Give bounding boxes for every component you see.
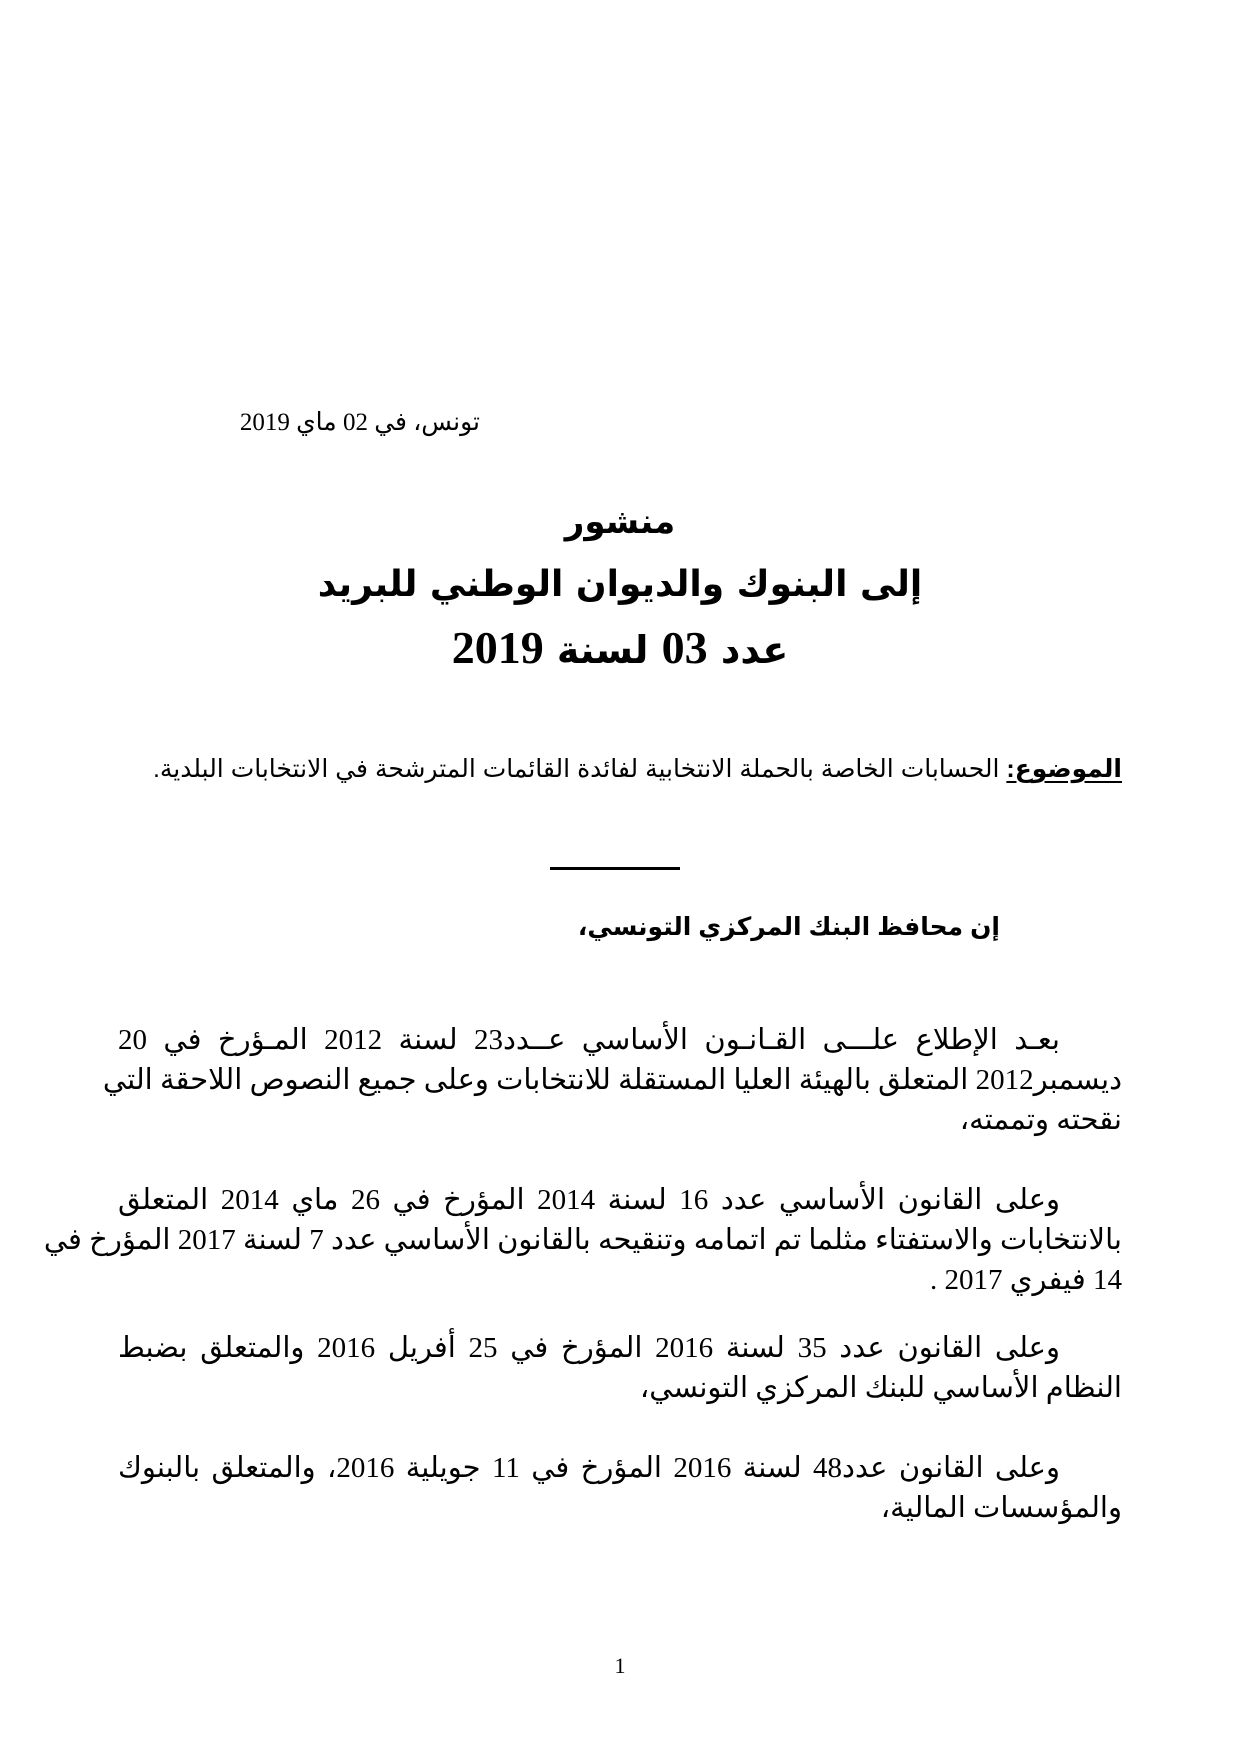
paragraph-line: ديسمبر2012 المتعلق بالهيئة العليا المستقلة للانتخابات وعلى جميع النصوص اللاحقة التي xyxy=(102,1064,1122,1096)
title-number-prefix: عدد xyxy=(720,628,789,672)
paragraph-law-2016-48 xyxy=(118,1448,1122,1528)
title-year-value: 2019 xyxy=(451,622,544,673)
paragraph-line: نقحته وتممته، xyxy=(959,1104,1122,1136)
date-line: تونس، في 02 ماي 2019 xyxy=(239,409,480,436)
paragraph-line: وعلى القانون عدد48 لسنة 2016 المؤرخ في 11 جويلية 2016، والمتعلق بالبنوك xyxy=(118,1452,1060,1484)
title-number-value: 03 xyxy=(661,622,708,673)
title-year-prefix: لسنة xyxy=(556,628,649,672)
page-number: 1 xyxy=(614,1653,626,1678)
paragraph-law-2016-35 xyxy=(118,1328,1122,1408)
paragraph-line: النظام الأساسي للبنك المركزي التونسي، xyxy=(639,1372,1122,1404)
paragraph-line: وعلى القانون عدد 35 لسنة 2016 المؤرخ في 25 أفريل 2016 والمتعلق بضبط xyxy=(118,1332,1060,1364)
separator-rule xyxy=(550,867,680,870)
paragraph-line: بعـد الإطلاع علـــى القـانـون الأساسي عــدد23 لسنة 2012 المـؤرخ في 20 xyxy=(118,1024,1060,1056)
subject-line xyxy=(112,752,1122,786)
paragraph-line: بالانتخابات والاستفتاء مثلما تم اتمامه وتنقيحه بالقانون الأساسي عدد 7 لسنة 2017 المؤرخ في xyxy=(43,1224,1122,1256)
paragraph-line: والمؤسسات المالية، xyxy=(880,1492,1122,1524)
paragraph-line: 14 فيفري 2017 . xyxy=(930,1264,1122,1296)
addressee: إن محافظ البنك المركزي التونسي، xyxy=(577,913,1000,941)
paragraph-line: وعلى القانون الأساسي عدد 16 لسنة 2014 المؤرخ في 26 ماي 2014 المتعلق xyxy=(118,1184,1060,1216)
title-recipients: إلى البنوك والديوان الوطني للبريد xyxy=(317,564,923,605)
title-circular-number xyxy=(0,620,1240,678)
subject-label: الموضوع: xyxy=(1006,755,1122,783)
subject-text: الحسابات الخاصة بالحملة الانتخابية لفائدة القائمات المترشحة في الانتخابات البلدية. xyxy=(152,755,1007,783)
title-circular: منشور xyxy=(564,502,676,542)
paragraph-law-2012 xyxy=(102,1020,1122,1140)
paragraph-law-2014 xyxy=(43,1180,1122,1300)
